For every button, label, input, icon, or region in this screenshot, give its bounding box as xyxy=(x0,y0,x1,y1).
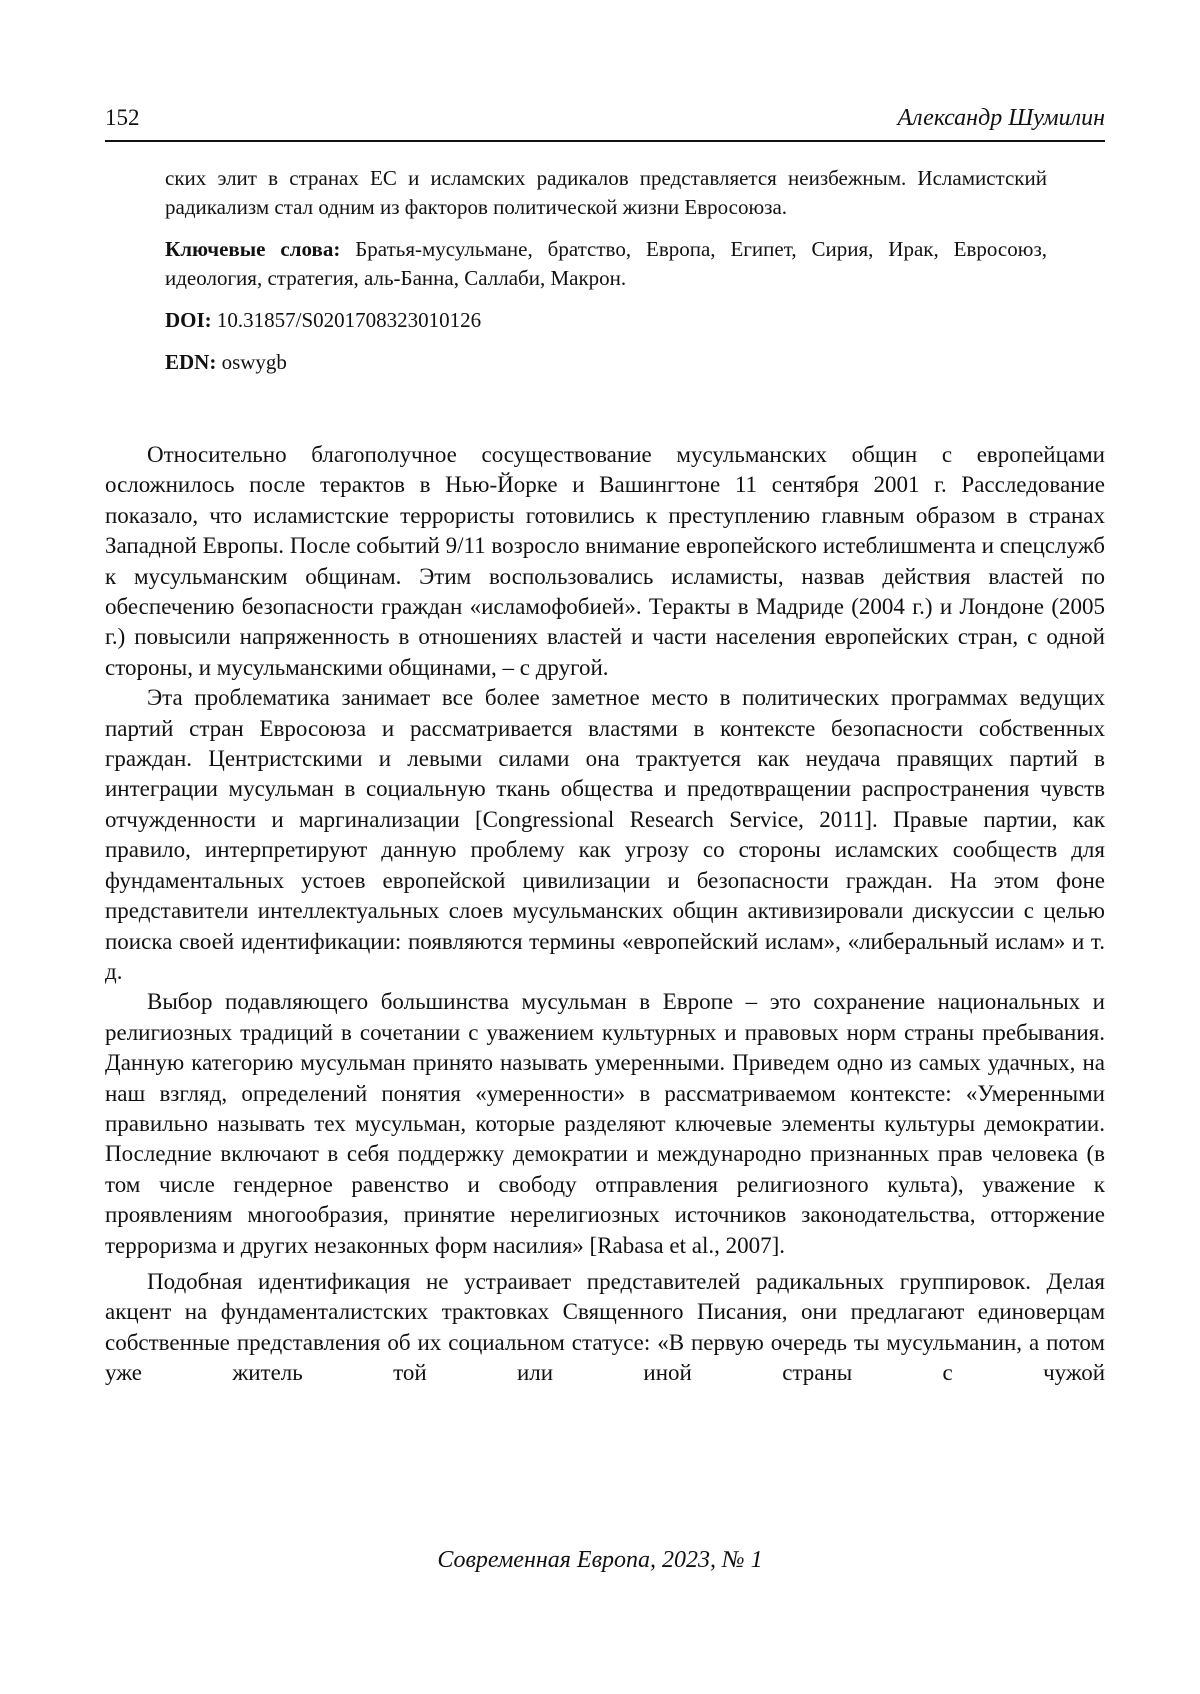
edn-value: oswygb xyxy=(216,350,287,374)
keywords-text: Братья-мусульмане, братство, Европа, Египет, Сирия, Ирак, Евросоюз, идеология, стратегия, аль-Банна, Саллаби, Макрон. xyxy=(165,237,1047,290)
body-paragraph: Эта проблематика занимает все более заметное место в политических программах ведущих партий стран Евросоюза и рассматривается властями в контексте безопасности собственных граждан. Центристскими и левыми силами она трактуется как неудача правящих партий в интеграции мусульман в социальную ткань общества и предотвращении распространения чувств отчужденности и маргинализации [Congressional Research Service, 2011]. Правые партии, как правило, интерпретируют данную проблему как угрозу со стороны исламских сообществ для фундаментальных устоев европейской цивилизации и безопасности граждан. На этом фоне представители интеллектуальных слоев мусульманских общин активизировали дискуссии с целью поиска своей идентификации: появляются термины «европейский ислам», «либеральный ислам» и т. д. xyxy=(105,685,1105,984)
edn-line xyxy=(165,348,1047,377)
abstract-block xyxy=(165,164,1047,390)
body-paragraph: Выбор подавляющего большинства мусульман в Европе – это сохранение национальных и религиозных традиций в сочетании с уважением культурных и правовых норм страны пребывания. Данную категорию мусульман принято называть умеренными. Приведем одно из самых удачных, на наш взгляд, определений понятия «умеренности» в рассматриваемом контексте: «Умеренными правильно называть тех мусульман, которые разделяют ключевые элементы культуры демократии. Последние включают в себя поддержку демократии и международно признанных прав человека (в том числе гендерное равенство и свободу отправления религиозного культа), уважение к проявлениям многообразия, принятие нерелигиозных источников законодательства, отторжение терроризма и других незаконных форм насилия» [Rabasa et al., 2007]. xyxy=(105,989,1105,1258)
running-header xyxy=(105,104,1105,142)
page-number: 152 xyxy=(105,105,140,130)
edn-label: EDN: xyxy=(165,350,217,374)
doi-value: 10.31857/S0201708323010126 xyxy=(211,308,482,332)
body-paragraph: Относительно благополучное сосуществование мусульманских общин с европейцами осложнилось после терактов в Нью-Йорке и Вашингтоне 11 сентября 2001 г. Расследование показало, что исламистские террористы готовились к преступлению главным образом в странах Западной Европы. После событий 9/11 возросло внимание европейского истеблишмента и спецслужб к мусульманским общинам. Этим воспользовались исламисты, назвав действия властей по обеспечению безопасности граждан «исламофобией». Теракты в Мадриде (2004 г.) и Лондоне (2005 г.) повысили напряженность в отношениях властей и части населения европейских стран, с одной стороны, и мусульманскими общинами, – с другой. xyxy=(105,442,1105,680)
keywords-label: Ключевые слова: xyxy=(165,237,341,261)
keywords-line xyxy=(165,235,1047,293)
running-footer-journal: Современная Европа, 2023, № 1 xyxy=(437,1547,763,1573)
doi-line xyxy=(165,306,1047,335)
body-paragraph: Подобная идентификация не устраивает представителей радикальных группировок. Делая акцент на фундаменталистских трактовках Священного Писания, они предлагают единоверцам собственные представления об их социальном статусе: «В первую очередь ты мусульманин, а потом уже житель той или иной страны с чужой xyxy=(105,1268,1105,1386)
abstract-tail: ских элит в странах ЕС и исламских радикалов представляется неизбежным. Исламистский радикализм стал одним из факторов политической жизни Евросоюза. xyxy=(165,166,1047,219)
running-header-author: Александр Шумилин xyxy=(897,105,1105,131)
doi-label: DOI: xyxy=(165,308,212,332)
article-body xyxy=(105,440,1105,1389)
